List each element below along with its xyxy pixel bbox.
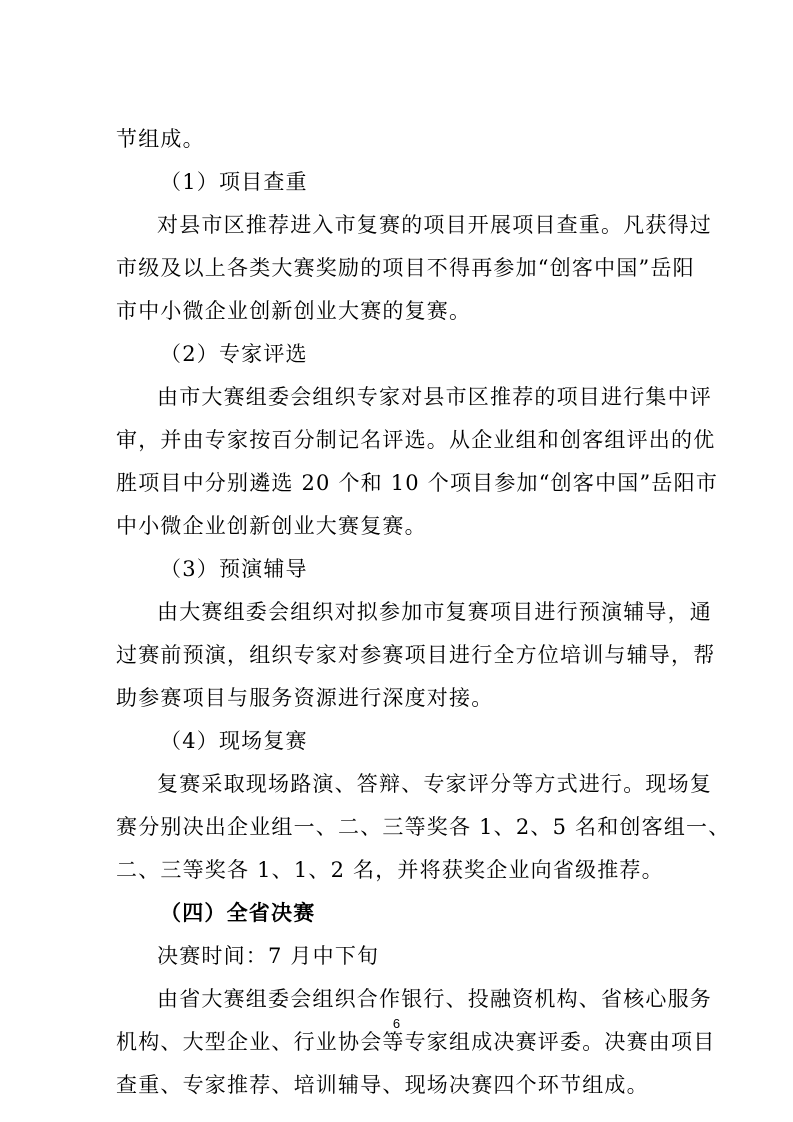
heading-onsite-semifinal: （4）现场复赛 — [160, 729, 308, 753]
paragraph-line: 对县市区推荐进入市复赛的项目开展项目查重。凡获得过 — [157, 213, 712, 237]
paragraph-line: 赛分别决出企业组一、二、三等奖各 1、2、5 名和创客组一、 — [116, 815, 731, 839]
heading-rehearsal-coaching: （3）预演辅导 — [160, 557, 308, 581]
paragraph-line: 中小微企业创新创业大赛复赛。 — [116, 514, 427, 538]
page-number: 6 — [392, 1016, 401, 1031]
paragraph-line: 胜项目中分别遴选 20 个和 10 个项目参加“创客中国”岳阳市 — [116, 471, 719, 495]
final-time-line: 决赛时间：7 月中下旬 — [157, 944, 380, 968]
intro-tail-line: 节组成。 — [116, 127, 205, 151]
heading-project-check: （1）项目查重 — [160, 170, 308, 194]
paragraph-line: 过赛前预演，组织专家对参赛项目进行全方位培训与辅导，帮 — [116, 643, 716, 667]
heading-expert-selection: （2）专家评选 — [160, 342, 308, 366]
paragraph-line: 审，并由专家按百分制记名评选。从企业组和创客组评出的优 — [116, 428, 716, 452]
paragraph-line: 市中小微企业创新创业大赛的复赛。 — [116, 299, 472, 323]
paragraph-line: 市级及以上各类大赛奖励的项目不得再参加“创客中国”岳阳 — [116, 256, 695, 280]
heading-provincial-final: （四）全省决赛 — [160, 901, 316, 925]
paragraph-line: 由大赛组委会组织对拟参加市复赛项目进行预演辅导，通 — [157, 600, 712, 624]
paragraph-line: 由省大赛组委会组织合作银行、投融资机构、省核心服务 — [157, 987, 712, 1011]
paragraph-line: 助参赛项目与服务资源进行深度对接。 — [116, 686, 494, 710]
paragraph-line: 查重、专家推荐、培训辅导、现场决赛四个环节组成。 — [116, 1073, 649, 1097]
paragraph-line: 二、三等奖各 1、1、2 名，并将获奖企业向省级推荐。 — [116, 858, 664, 882]
paragraph-line: 由市大赛组委会组织专家对县市区推荐的项目进行集中评 — [157, 385, 712, 409]
paragraph-line: 复赛采取现场路演、答辩、专家评分等方式进行。现场复 — [157, 772, 712, 796]
paragraph-line: 机构、大型企业、行业协会等专家组成决赛评委。决赛由项目 — [116, 1030, 716, 1054]
